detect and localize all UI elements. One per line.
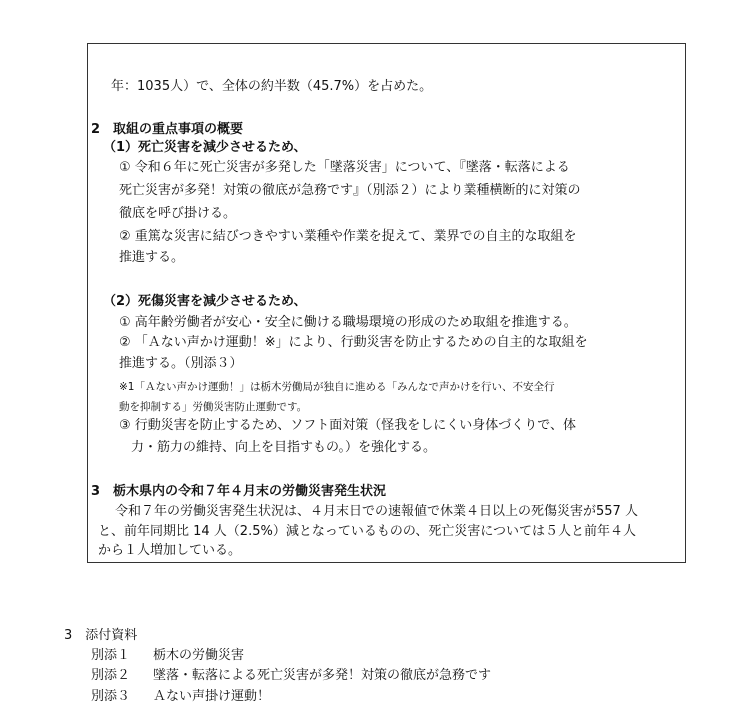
intro-line: 年：1035人）で、全体の約半数（45.7%）を占めた。 xyxy=(111,79,433,94)
sub2-item2-line2: 推進する。（別添３） xyxy=(119,356,243,371)
attachment-2-label: 別添２ xyxy=(91,668,131,683)
section-3-body-line1: 令和７年の労働災害発生状況は、４月末日での速報値で休業４日以上の死傷災害が557 人 xyxy=(115,504,638,519)
sub2-item2-line1: ② 「Ａない声かけ運動！※」により、行動災害を防止するための自主的な取組を xyxy=(119,335,588,350)
sub1-item2-line2: 推進する。 xyxy=(119,250,185,265)
sub2-item3-line2: 力・筋力の維持、向上を目指すもの。）を強化する。 xyxy=(131,440,436,455)
section-3-heading: 3 栃木県内の令和７年４月末の労働災害発生状況 xyxy=(91,484,387,499)
sub1-item1-line2: 死亡災害が多発！対策の徹底が急務です』（別添２）により業種横断的に対策の xyxy=(119,183,581,198)
attachment-3-text: Ａない声掛け運動！ xyxy=(153,689,271,704)
subsection-1-heading: （1）死亡災害を減少させるため、 xyxy=(103,140,307,155)
note-line2: 動を抑制する」労働災害防止運動です。 xyxy=(119,401,308,413)
sub2-item3-line1: ③ 行動災害を防止するため、ソフト面対策（怪我をしにくい身体づくりで、体 xyxy=(119,418,577,433)
sub1-item1-line3: 徹底を呼び掛ける。 xyxy=(119,206,237,221)
sub2-item1-line1: ① 高年齢労働者が安心・安全に働ける職場環境の形成のため取組を推進する。 xyxy=(119,315,577,330)
attachment-3-label: 別添３ xyxy=(91,689,131,704)
subsection-2-heading: （2）死傷災害を減少させるため、 xyxy=(103,294,307,309)
sub1-item1-line1: ① 令和６年に死亡災害が多発した「墜落災害」について、『墜落・転落による xyxy=(119,160,570,175)
attachment-1-text: 栃木の労働災害 xyxy=(153,648,245,663)
attachment-2-text: 墜落・転落による死亡災害が多発！対策の徹底が急務です xyxy=(153,668,492,683)
section-2-heading: 2 取組の重点事項の概要 xyxy=(91,122,244,137)
sub1-item2-line1: ② 重篤な災害に結びつきやすい業種や作業を捉えて、業界での自主的な取組を xyxy=(119,229,577,244)
attachments-heading: 3 添付資料 xyxy=(64,628,138,643)
note-line1: ※1「Ａない声かけ運動！」は栃木労働局が独自に進める「みんなで声かけを行い、不安全行 xyxy=(119,381,555,393)
section-3-body-line2: と、前年同期比 14 人（2.5%）減となっているものの、死亡災害については５人と前年４人 xyxy=(98,524,637,539)
attachment-1-label: 別添１ xyxy=(91,648,131,663)
section-3-body-line3: から１人増加している。 xyxy=(98,543,242,558)
